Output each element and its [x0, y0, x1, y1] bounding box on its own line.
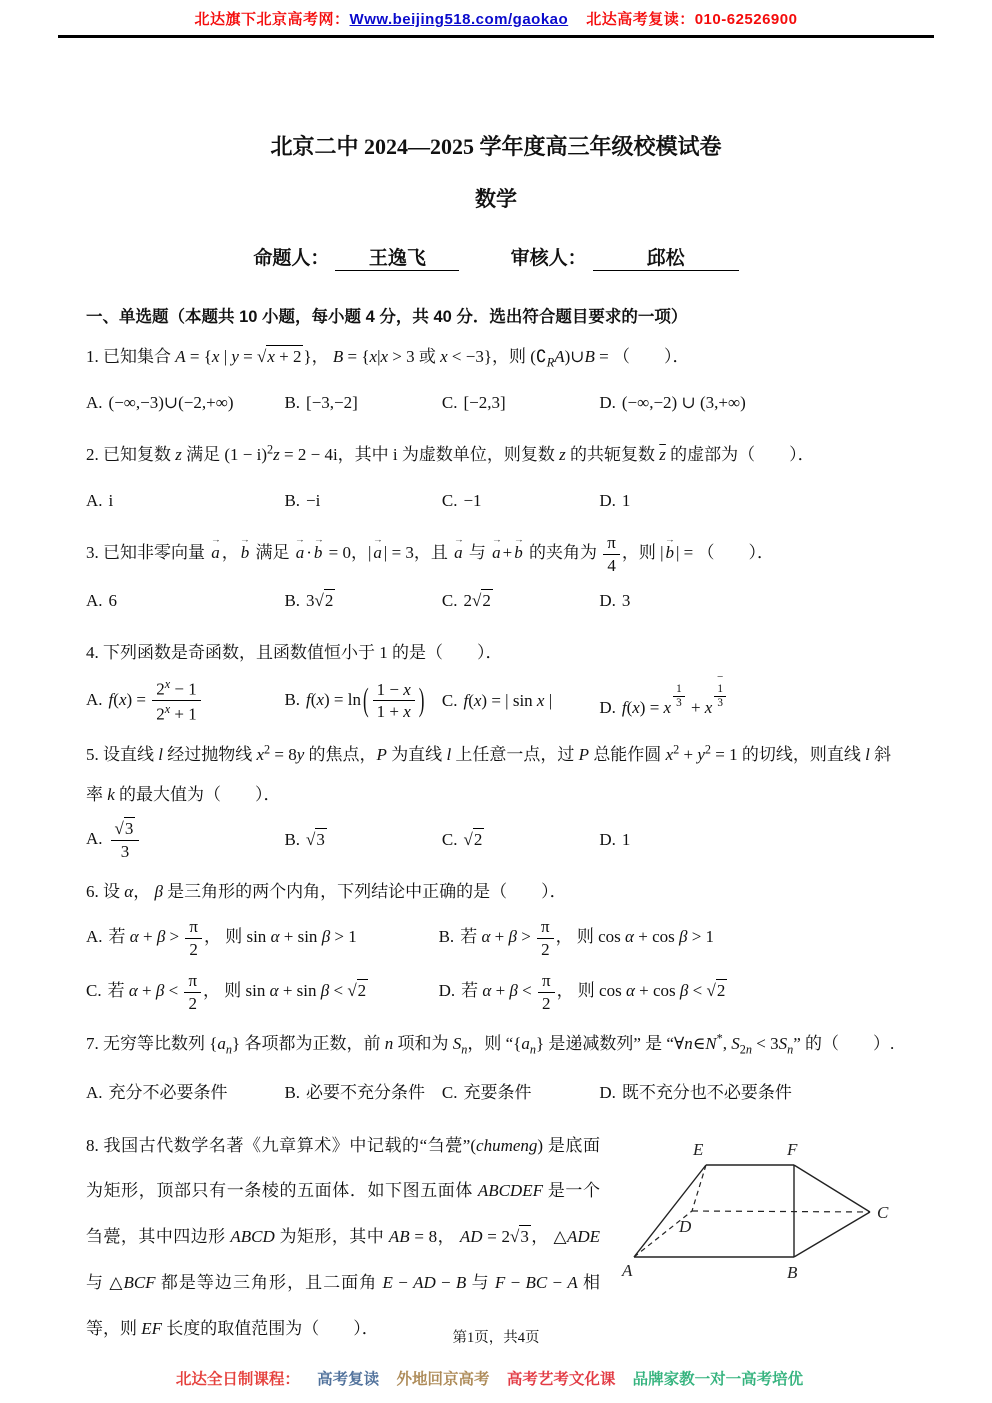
option-4d: D. f(x) = x $\frac{1}{3}$ + x − $\frac{1}{3}$: [599, 684, 728, 718]
question-8-stem: 8. 我国古代数学名著《九章算术》中记载的“刍甍”(chumeng) 是底面为矩形，顶部只有一条棱的五面体．如下图五面体 ABCDEF 是一个刍甍，其中四边形 ABCD 为矩形，其中 AB = 8， AD = 2√3 ， △ADE 与 △BCF 都是等边三角形，且二面角 E − AD − B 与 F − BC − A 相等，则 EF 长度的取值范围为（ ）．: [86, 1135, 601, 1339]
footer-promo: [0, 1367, 992, 1389]
question-4: [86, 633, 906, 724]
gaokao-link[interactable]: Www.beijing518.com/gaokao: [349, 11, 569, 28]
question-1: [86, 337, 906, 425]
question-6-stem: 6. 设 α， β 是三角形的两个内角，下列结论中正确的是（ ）．: [86, 882, 567, 902]
option-4b: B. f(x) = ln ( $\frac{1 - x}{1 + x}$ ): [284, 679, 425, 722]
question-2-stem: 2. 已知复数 z 满足 $(1 - i)^2z = 2 - 4i$，其中 i 为虚数单位，则复数 z 的共轭复数 $\overline{z}$ 的虚部为（ ）．: [86, 442, 815, 465]
setter-name: 王逸飞: [335, 243, 459, 271]
question-5: [86, 735, 906, 863]
page-number: 第1页，共4页: [452, 1330, 540, 1346]
question-3: [86, 533, 906, 623]
question-4-stem: 4. 下列函数是奇函数，且函数值恒小于 1 的是（ ）．: [86, 643, 503, 663]
question-7-stem: 7. 无穷等比数列 $\{a_n\}$ 各项都为正数，前 n 项和为 $S_n$，则 “$\{a_n\}$ 是递减数列” 是 “∀n∈N*, $S_{2n} < 3S_n$” 的（ ）.: [86, 1031, 895, 1057]
promo-item-fudu: 高考复读: [317, 1371, 380, 1388]
promo-header: [0, 0, 992, 29]
option-5c: C. √2: [441, 830, 483, 850]
option-2c: C. −1: [441, 491, 482, 511]
option-6b: B. 若 α + β > $\frac{\pi}{2}$ ， 则 cos α + cos β > 1: [438, 917, 715, 959]
exam-subject: 数学: [475, 187, 517, 211]
figure-label-a: A: [622, 1260, 633, 1280]
option-3d: D. 3: [599, 591, 631, 611]
question-7-options: [86, 1069, 906, 1113]
promo-item-jiajiao: 品牌家教一对一高考培优: [632, 1371, 804, 1388]
option-5b: B. √3: [284, 830, 325, 850]
header-fudu-label: 北达高考复读：: [586, 11, 695, 28]
question-4-options: [86, 677, 906, 724]
promo-item-label: 北达全日制课程：: [175, 1371, 300, 1388]
promo-item-yikao: 高考艺考文化课: [506, 1371, 616, 1388]
reviewer-label: 审核人：: [510, 248, 587, 269]
option-7d: D. 既不充分也不必要条件: [599, 1083, 792, 1103]
figure-label-c: C: [877, 1202, 889, 1222]
option-6c: C. 若 α + β < $\frac{\pi}{2}$ ， 则 sin α + sin β < √2: [86, 971, 367, 1013]
question-7: [86, 1024, 906, 1112]
option-4c: C. f(x) = | sin x |: [441, 690, 553, 710]
option-5d: D. 1: [599, 830, 631, 850]
reviewer-name: 邱松: [593, 243, 739, 271]
figure-label-e: E: [693, 1139, 704, 1159]
option-6d: D. 若 α + β < $\frac{\pi}{2}$ ， 则 cos α + cos β < √2: [438, 971, 726, 1013]
question-3-stem: 3. 已知非零向量 → a ， → b 满足 → a · → b = 0，| → a | = 3，且 → a 与 → a + → b 的夹角为 $\frac{\pi}{4}$ ，则 | → b | = （ ）．: [86, 533, 906, 575]
exam-title: 北京二中 2024—2025 学年度高三年级校模试卷: [270, 134, 722, 159]
promo-item-huijing: 外地回京高考: [396, 1371, 490, 1388]
option-1d: D. (−∞,−2) ∪ (3,+∞): [599, 393, 746, 413]
figure-label-d: D: [679, 1216, 692, 1236]
header-phone: 010-62526900: [694, 11, 798, 28]
option-7b: B. 必要不充分条件: [284, 1083, 426, 1103]
question-2-options: [86, 479, 906, 523]
option-3a: A. 6: [86, 591, 118, 611]
question-6-options-row1: [86, 916, 906, 960]
option-1c: C. [−2,3]: [441, 393, 506, 413]
header-site-label: 北达旗下北京高考网：: [194, 11, 350, 28]
question-6: [86, 872, 906, 1014]
option-5a: A. $\frac{√3}{3}$: [86, 819, 284, 861]
option-2b: B. −i: [284, 491, 321, 511]
option-2d: D. 1: [599, 491, 631, 511]
option-1a: A. (−∞,−3)∪(−2,+∞): [86, 393, 234, 413]
option-2a: A. i: [86, 491, 114, 511]
setter-label: 命题人：: [253, 248, 330, 269]
option-7c: C. 充要条件: [441, 1083, 532, 1103]
chumeng-figure: [616, 1139, 906, 1287]
question-3-options: [86, 579, 906, 623]
question-5-stem: 5. 设直线 l 经过抛物线 $x^2 = 8y$ 的焦点，P 为直线 l 上任意一点，过 P 总能作圆 $x^2 + y^2 = 1$ 的切线，则直线 l 斜率 k 的最大值为（ ）．: [86, 741, 892, 804]
question-1-options: [86, 381, 906, 425]
option-6a: A. 若 α + β > $\frac{\pi}{2}$ ， 则 sin α + sin β > 1: [86, 917, 357, 959]
top-divider: [58, 35, 934, 38]
option-3b: B. 3√2: [284, 591, 334, 611]
figure-label-f: F: [787, 1139, 798, 1159]
question-2: [86, 435, 906, 523]
question-6-options-row2: [86, 970, 906, 1014]
section-heading: 一、单选题（本题共 10 小题，每小题 4 分，共 40 分．选出符合题目要求的一项）: [86, 308, 688, 326]
question-5-options: [86, 818, 906, 862]
question-8: [86, 1123, 906, 1352]
option-7a: A. 充分不必要条件: [86, 1083, 228, 1103]
option-1b: B. [−3,−2]: [284, 393, 358, 413]
figure-label-b: B: [787, 1262, 798, 1282]
option-4a: A. f(x) = $\frac{2^x - 1}{2^x + 1}$: [86, 677, 284, 724]
option-3c: C. 2√2: [441, 591, 491, 611]
persons-row: [86, 243, 906, 271]
question-1-stem: 1. 已知集合 A = {x | y = √x + 2 }， B = {x|x > 3 或 x < −3}，则 $(∁_RA)\cup B$ = （ ）．: [86, 347, 690, 370]
